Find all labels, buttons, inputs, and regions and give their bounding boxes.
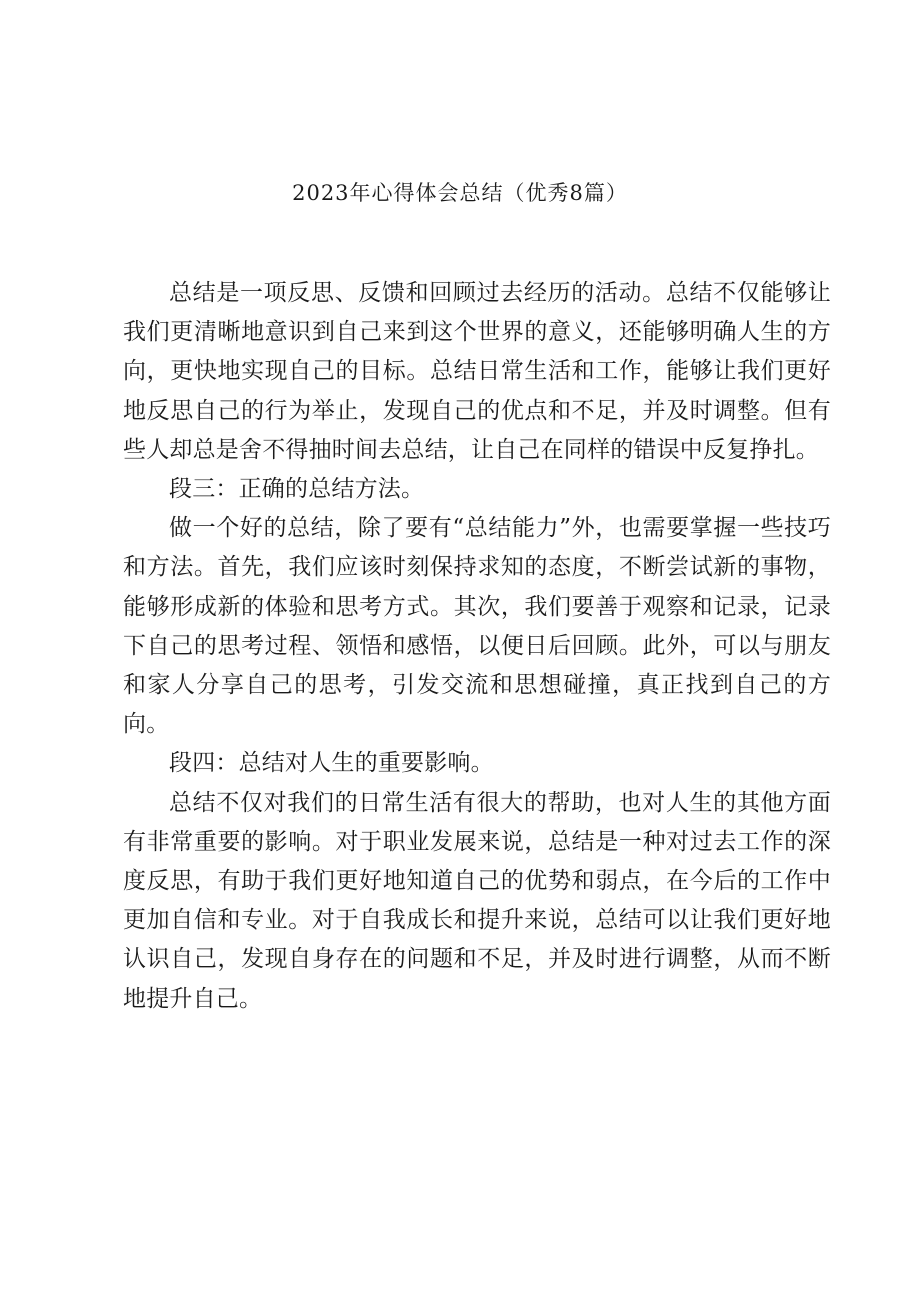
paragraph-intro: 总结是一项反思、反馈和回顾过去经历的活动。总结不仅能够让我们更清晰地意识到自己来到这个世界的意义，还能够明确人生的方向，更快地实现自己的目标。总结日常生活和工作，能够让我们更好地反思自己的行为举止，发现自己的优点和不足，并及时调整。但有些人却总是舍不得抽时间去总结，让自己在同样的错误中反复挣扎。	[123, 280, 831, 463]
section-heading-3: 段三：正确的总结方法。	[169, 476, 425, 503]
document-title: 2023年心得体会总结（优秀8篇）	[292, 181, 628, 205]
paragraph-impact: 总结不仅对我们的日常生活有很大的帮助，也对人生的其他方面有非常重要的影响。对于职业发展来说，总结是一种对过去工作的深度反思，有助于我们更好地知道自己的优势和弱点，在今后的工作中更加自信和专业。对于自我成长和提升来说，总结可以让我们更好地认识自己，发现自身存在的问题和不足，并及时进行调整，从而不断地提升自己。	[123, 789, 831, 1012]
paragraph-methods: 做一个好的总结，除了要有“总结能力”外，也需要掌握一些技巧和方法。首先，我们应该时刻保持求知的态度，不断尝试新的事物，能够形成新的体验和思考方式。其次，我们要善于观察和记录，记录下自己的思考过程、领悟和感悟，以便日后回顾。此外，可以与朋友和家人分享自己的思考，引发交流和思想碰撞，真正找到自己的方向。	[123, 515, 831, 738]
section-heading-4: 段四：总结对人生的重要影响。	[169, 750, 494, 777]
document-body	[123, 274, 831, 1019]
